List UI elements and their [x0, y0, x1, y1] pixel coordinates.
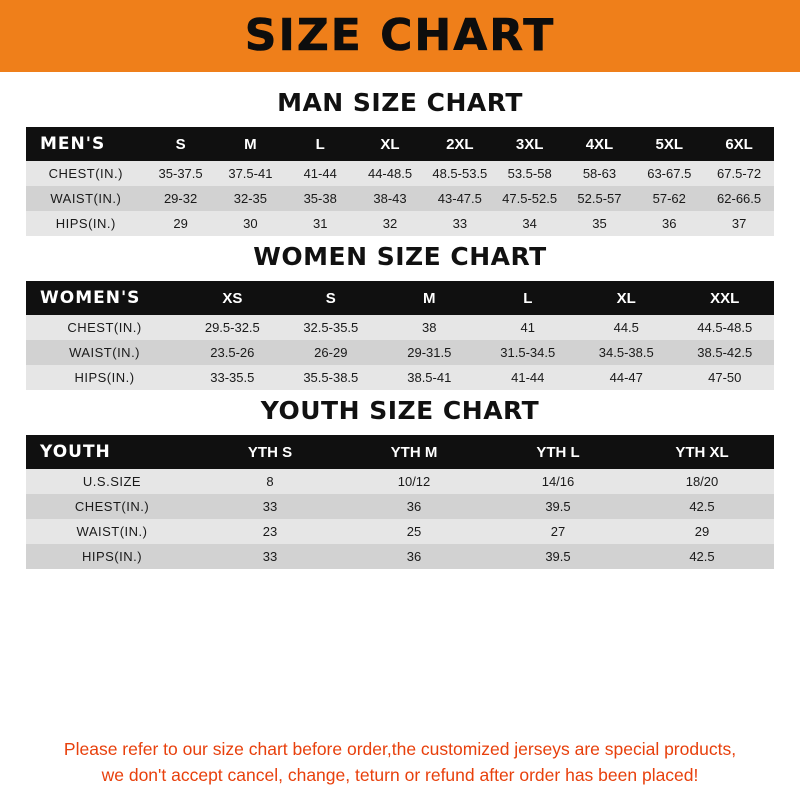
row-label: WAIST(IN.): [26, 186, 146, 211]
cell: 32: [355, 211, 425, 236]
column-header: XS: [183, 281, 281, 315]
cell: 44.5-48.5: [676, 315, 775, 340]
table-header-row: [26, 281, 774, 315]
row-label: CHEST(IN.): [26, 494, 198, 519]
table-row: [26, 211, 774, 236]
row-label: CHEST(IN.): [26, 161, 146, 186]
column-header: L: [285, 127, 355, 161]
cell: 29.5-32.5: [183, 315, 281, 340]
table-header-row: [26, 435, 774, 469]
cell: 25: [342, 519, 486, 544]
row-label: WAIST(IN.): [26, 519, 198, 544]
banner: [0, 0, 800, 72]
cell: 8: [198, 469, 342, 494]
page-title: SIZE CHART: [244, 10, 556, 61]
cell: 42.5: [630, 494, 774, 519]
column-header: L: [479, 281, 577, 315]
cell: 33: [198, 494, 342, 519]
column-header: YTH XL: [630, 435, 774, 469]
cell: 27: [486, 519, 630, 544]
section-youth: [26, 394, 774, 569]
cell: 32.5-35.5: [282, 315, 380, 340]
table-row: [26, 186, 774, 211]
table-header-row: [26, 127, 774, 161]
cell: 38-43: [355, 186, 425, 211]
cell: 44-47: [577, 365, 675, 390]
column-header: YTH S: [198, 435, 342, 469]
row-label: WAIST(IN.): [26, 340, 183, 365]
cell: 33-35.5: [183, 365, 281, 390]
cell: 10/12: [342, 469, 486, 494]
cell: 62-66.5: [704, 186, 774, 211]
section-women: [26, 240, 774, 390]
column-header: 4XL: [565, 127, 635, 161]
cell: 38.5-41: [380, 365, 478, 390]
row-label: HIPS(IN.): [26, 544, 198, 569]
cell: 63-67.5: [634, 161, 704, 186]
column-header: MEN'S: [26, 127, 146, 161]
cell: 41-44: [479, 365, 577, 390]
cell: 41-44: [285, 161, 355, 186]
cell: 38.5-42.5: [676, 340, 775, 365]
table-row: [26, 315, 774, 340]
cell: 36: [342, 494, 486, 519]
cell: 14/16: [486, 469, 630, 494]
cell: 41: [479, 315, 577, 340]
section-title-man: MAN SIZE CHART: [277, 88, 523, 117]
column-header: 5XL: [634, 127, 704, 161]
cell: 42.5: [630, 544, 774, 569]
cell: 37.5-41: [215, 161, 285, 186]
cell: 44-48.5: [355, 161, 425, 186]
table-row: [26, 469, 774, 494]
cell: 30: [215, 211, 285, 236]
cell: 39.5: [486, 494, 630, 519]
cell: 34: [495, 211, 565, 236]
cell: 39.5: [486, 544, 630, 569]
cell: 23: [198, 519, 342, 544]
column-header: S: [146, 127, 216, 161]
column-header: XXL: [676, 281, 775, 315]
cell: 29-32: [146, 186, 216, 211]
section-man: [26, 86, 774, 236]
table-row: [26, 161, 774, 186]
table-women-size: [26, 281, 774, 390]
cell: 44.5: [577, 315, 675, 340]
cell: 38: [380, 315, 478, 340]
column-header: M: [215, 127, 285, 161]
cell: 33: [198, 544, 342, 569]
footer-note-line-1: Please refer to our size chart before order,the customized jerseys are special products,: [63, 739, 737, 760]
cell: 26-29: [282, 340, 380, 365]
cell: 35-37.5: [146, 161, 216, 186]
cell: 57-62: [634, 186, 704, 211]
row-label: HIPS(IN.): [26, 365, 183, 390]
column-header: S: [282, 281, 380, 315]
column-header: YTH L: [486, 435, 630, 469]
cell: 18/20: [630, 469, 774, 494]
section-title-women: WOMEN SIZE CHART: [253, 242, 547, 271]
footer-note: [26, 731, 774, 800]
row-label: CHEST(IN.): [26, 315, 183, 340]
cell: 58-63: [565, 161, 635, 186]
column-header: WOMEN'S: [26, 281, 183, 315]
footer-note-line-2: we don't accept cancel, change, teturn or refund after order has been placed!: [101, 764, 699, 785]
cell: 29-31.5: [380, 340, 478, 365]
cell: 52.5-57: [565, 186, 635, 211]
row-label: U.S.SIZE: [26, 469, 198, 494]
cell: 35: [565, 211, 635, 236]
column-header: M: [380, 281, 478, 315]
cell: 33: [425, 211, 495, 236]
cell: 23.5-26: [183, 340, 281, 365]
table-row: [26, 340, 774, 365]
table-youth-size: [26, 435, 774, 569]
cell: 34.5-38.5: [577, 340, 675, 365]
column-header: YTH M: [342, 435, 486, 469]
content: [0, 72, 800, 800]
table-row: [26, 519, 774, 544]
cell: 35.5-38.5: [282, 365, 380, 390]
cell: 29: [630, 519, 774, 544]
cell: 43-47.5: [425, 186, 495, 211]
cell: 29: [146, 211, 216, 236]
row-label: HIPS(IN.): [26, 211, 146, 236]
cell: 35-38: [285, 186, 355, 211]
column-header: YOUTH: [26, 435, 198, 469]
cell: 31: [285, 211, 355, 236]
column-header: 2XL: [425, 127, 495, 161]
cell: 67.5-72: [704, 161, 774, 186]
cell: 37: [704, 211, 774, 236]
column-header: 6XL: [704, 127, 774, 161]
cell: 32-35: [215, 186, 285, 211]
cell: 53.5-58: [495, 161, 565, 186]
cell: 36: [634, 211, 704, 236]
section-title-youth: YOUTH SIZE CHART: [260, 396, 540, 425]
column-header: XL: [577, 281, 675, 315]
cell: 47-50: [676, 365, 775, 390]
table-man-size: [26, 127, 774, 236]
cell: 31.5-34.5: [479, 340, 577, 365]
table-row: [26, 544, 774, 569]
column-header: XL: [355, 127, 425, 161]
cell: 47.5-52.5: [495, 186, 565, 211]
cell: 48.5-53.5: [425, 161, 495, 186]
column-header: 3XL: [495, 127, 565, 161]
cell: 36: [342, 544, 486, 569]
table-row: [26, 365, 774, 390]
table-row: [26, 494, 774, 519]
